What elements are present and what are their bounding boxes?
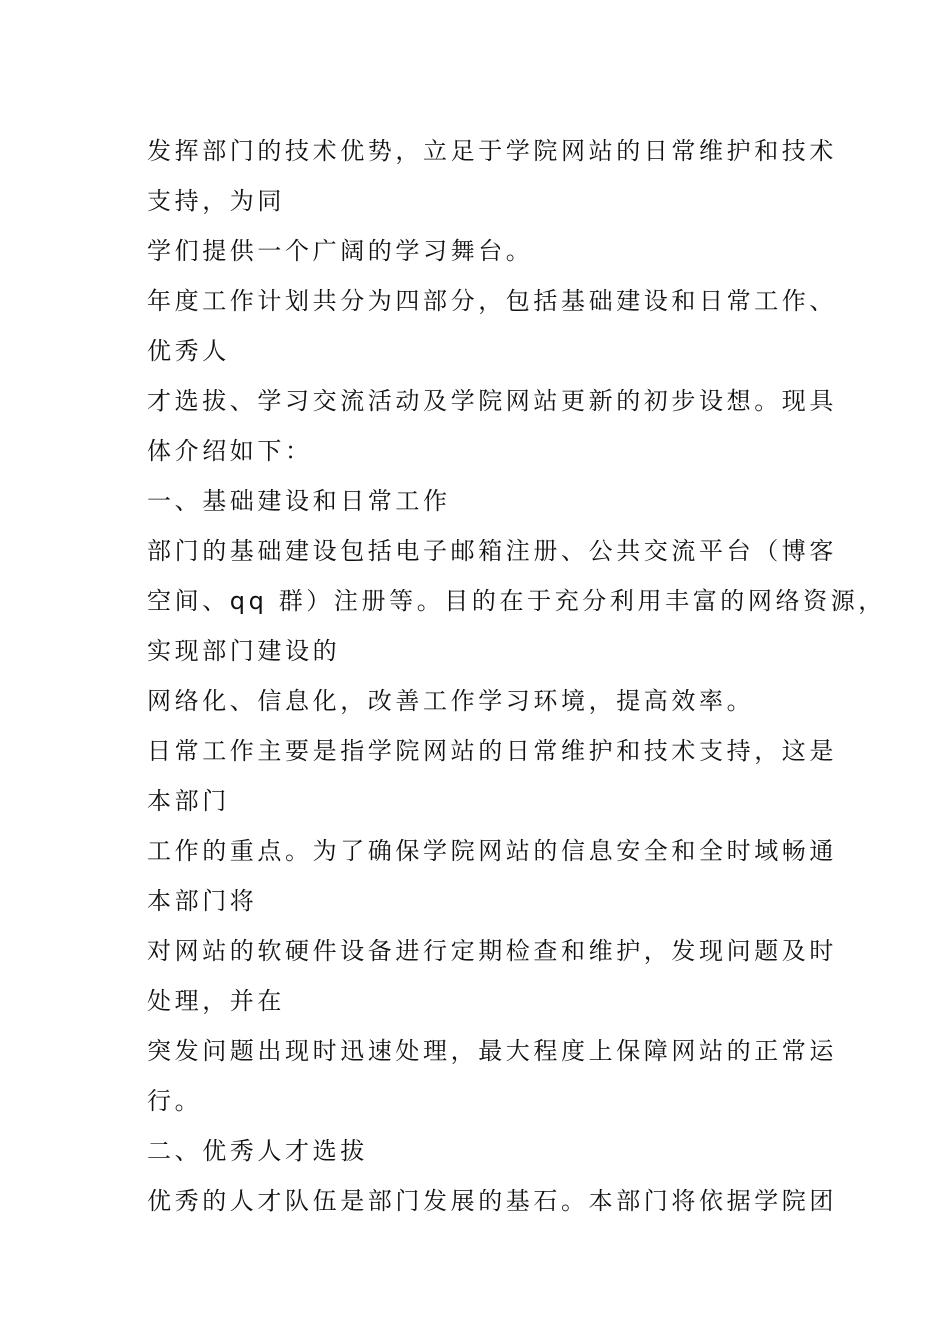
section-heading: 一、基础建设和日常工作 bbox=[147, 487, 451, 515]
text-line: 实现部门建设的 bbox=[147, 637, 341, 665]
section-heading: 二、优秀人才选拔 bbox=[147, 1137, 368, 1165]
text-line: 部门的基础建设包括电子邮箱注册、公共交流平台（博客 bbox=[147, 537, 837, 565]
text-line: 支持，为同 bbox=[147, 187, 285, 215]
text-line: 空间、qq 群）注册等。目的在于充分利用丰富的网络资源， bbox=[147, 587, 886, 615]
text-line: 对网站的软硬件设备进行定期检查和维护，发现问题及时 bbox=[147, 937, 837, 965]
text-line: 本部门将 bbox=[147, 887, 258, 915]
text-line: 处理，并在 bbox=[147, 987, 285, 1015]
text-line: 突发问题出现时迅速处理，最大程度上保障网站的正常运 bbox=[147, 1037, 837, 1065]
text-line: 年度工作计划共分为四部分，包括基础建设和日常工作、 bbox=[147, 287, 837, 315]
text-line: 网络化、信息化，改善工作学习环境，提高效率。 bbox=[147, 687, 755, 715]
text-line: 行。 bbox=[147, 1087, 203, 1115]
text-line: 发挥部门的技术优势，立足于学院网站的日常维护和技术 bbox=[147, 137, 837, 165]
text-line: 优秀的人才队伍是部门发展的基石。本部门将依据学院团 bbox=[147, 1187, 837, 1215]
text-line: 才选拔、学习交流活动及学院网站更新的初步设想。现具 bbox=[147, 387, 837, 415]
text-line: 体介绍如下： bbox=[147, 437, 313, 465]
text-line: 优秀人 bbox=[147, 337, 230, 365]
text-line: 日常工作主要是指学院网站的日常维护和技术支持，这是 bbox=[147, 737, 837, 765]
text-line: 学们提供一个广阔的学习舞台。 bbox=[147, 237, 534, 265]
text-line: 工作的重点。为了确保学院网站的信息安全和全时域畅通 bbox=[147, 837, 837, 865]
text-line: 本部门 bbox=[147, 787, 230, 815]
